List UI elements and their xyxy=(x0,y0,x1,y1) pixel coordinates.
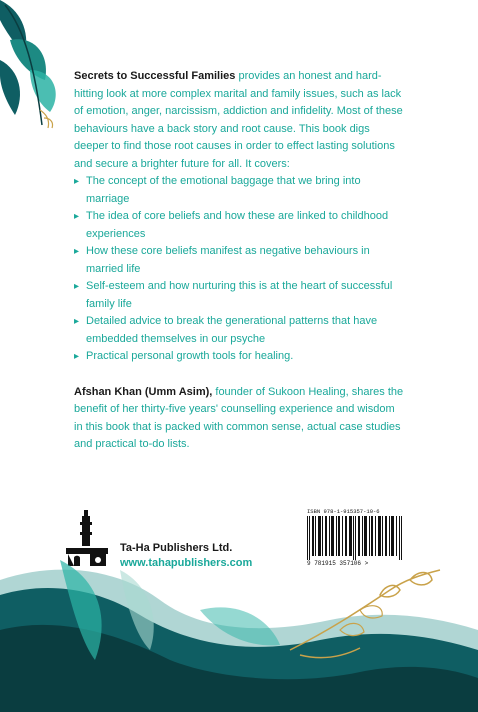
author-text: founder of Sukoon Healing, shares the benefit of her thirty-five years' counselling experience and wisdom in this book that is packed with common sense, actual case studies and practical to-do lists. xyxy=(74,385,404,450)
leaf-decoration-top xyxy=(0,0,80,140)
publisher-url[interactable]: www.tahapublishers.com xyxy=(120,557,253,569)
publisher-name: Ta-Ha Publishers Ltd. xyxy=(120,542,233,554)
list-item: ▸ How these core beliefs manifest as negative behaviours in married life xyxy=(74,243,404,278)
intro-text: provides an honest and hard-hitting look at more complex marital and family issues, such as lack of emotion, anger, narcissism, addiction and infidelity. Most of these behaviours have a back story and root cause. This book digs deeper to find those root causes in order to effect lasting solutions and secure a brighter future for all. It covers: xyxy=(74,70,403,170)
list-item: ▸ The idea of core beliefs and how these are linked to childhood experiences xyxy=(74,208,404,243)
list-item: ▸ Detailed advice to break the generational patterns that have embedded themselves in our psyche xyxy=(74,313,404,348)
isbn-label: ISBN 978-1-915357-10-6 xyxy=(307,508,380,515)
list-item: ▸ The concept of the emotional baggage that we bring into marriage xyxy=(74,173,404,208)
barcode-digits: 9 781915 357106 > xyxy=(307,560,369,567)
intro-paragraph xyxy=(74,68,404,173)
list-item: ▸ Practical personal growth tools for healing. xyxy=(74,348,404,366)
author-name: Afshan Khan (Umm Asim), xyxy=(74,385,213,398)
book-title: Secrets to Successful Families xyxy=(74,70,236,82)
wave-decoration-bottom xyxy=(0,540,478,712)
topics-list xyxy=(74,173,404,366)
list-item: ▸ Self-esteem and how nurturing this is at the heart of successful family life xyxy=(74,278,404,313)
description xyxy=(74,68,404,454)
author-paragraph xyxy=(74,384,404,454)
